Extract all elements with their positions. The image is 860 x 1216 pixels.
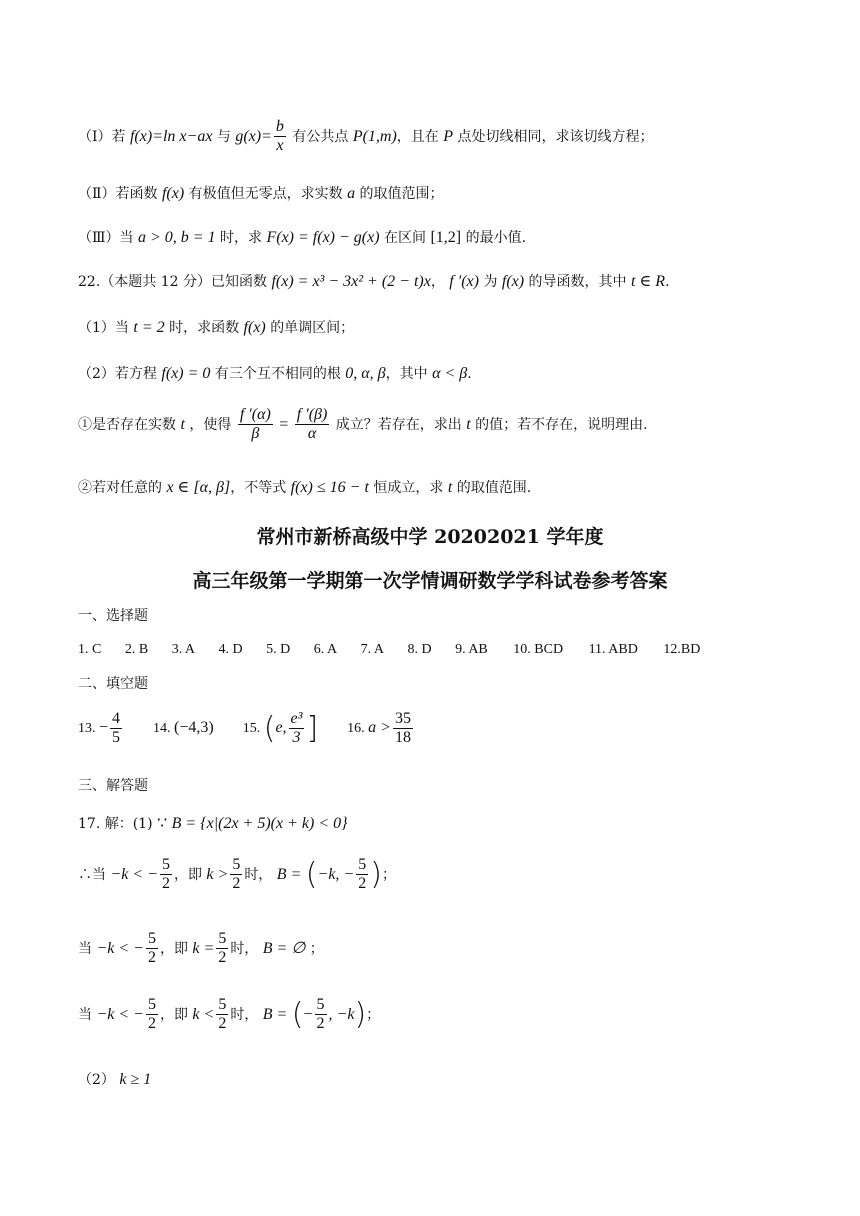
text: 有公共点	[292, 128, 349, 145]
choice-answer: 7. A	[360, 642, 384, 657]
fraction	[146, 996, 158, 1034]
fraction	[356, 856, 368, 894]
math-eq: f(x) = 0	[161, 365, 211, 382]
math-f: f(x)	[243, 319, 266, 336]
text: （Ⅰ）若	[78, 128, 126, 145]
numerator: 5	[230, 856, 242, 875]
p22-c2	[78, 478, 531, 497]
denominator: α	[307, 425, 317, 443]
sol17-head	[78, 814, 348, 833]
p21-part1	[78, 118, 653, 156]
denominator: 2	[232, 875, 241, 893]
math-g: g(x)=	[235, 127, 272, 145]
text: 的取值范围；	[359, 186, 444, 202]
text: ，使得	[189, 416, 232, 433]
text: 有极值但无零点，求实数	[188, 186, 343, 202]
text: ；	[366, 1006, 381, 1023]
fraction-fprime-beta	[295, 406, 330, 444]
math: B =	[262, 1005, 288, 1023]
denominator: 2	[147, 949, 156, 967]
math-cond: a > 0, b = 1	[137, 229, 216, 246]
fraction	[160, 856, 172, 894]
fraction	[146, 930, 158, 968]
numerator: f ′(β)	[295, 406, 330, 425]
text: ，	[430, 274, 445, 290]
text: 的单调区间；	[270, 320, 355, 336]
math: B = ∅	[262, 939, 306, 957]
text: 当	[78, 1006, 92, 1023]
text: 为	[483, 274, 498, 290]
math: −k < −	[96, 1005, 144, 1023]
choice-answer: 4. D	[218, 642, 243, 657]
math-f: f(x)	[161, 185, 185, 202]
q-number: 13.	[78, 721, 96, 737]
section-fill-heading: 二、填空题	[78, 676, 148, 692]
fraction	[216, 996, 228, 1034]
fraction-fprime-alpha	[238, 406, 273, 444]
right-bracket: ]	[306, 710, 319, 746]
denominator: 3	[292, 729, 301, 747]
fill-answers	[78, 710, 415, 748]
text: .	[467, 366, 472, 382]
denominator: x	[276, 137, 284, 155]
math-set: B = {x|(2x + 5)(x + k) < 0}	[171, 815, 348, 832]
choice-answer: 3. A	[171, 642, 196, 657]
fraction-b-over-x	[274, 118, 286, 156]
equals: =	[279, 415, 289, 433]
math-t: t = 2	[133, 319, 165, 336]
denominator: 18	[394, 729, 411, 747]
math: k =	[192, 939, 215, 957]
math-roots: 0, α, β	[345, 365, 386, 382]
section-solution-heading: 三、解答题	[78, 778, 148, 794]
choice-answer: 10. BCD	[513, 642, 564, 657]
text: 成立？若存在，求出	[335, 416, 462, 433]
text: 时，求	[220, 230, 263, 246]
numerator: 5	[356, 856, 368, 875]
sol17-case2	[78, 930, 324, 968]
text: 与	[216, 128, 231, 145]
math-f: f(x)=ln x−ax	[129, 127, 213, 145]
text: ；	[381, 866, 396, 883]
math-fprime: f ′(x)	[449, 273, 479, 290]
text: （Ⅱ）若函数	[78, 186, 158, 202]
left-paren: (	[305, 856, 318, 892]
p21-part3	[78, 228, 526, 247]
text: ∴当	[78, 866, 106, 883]
text: （2）	[78, 1072, 115, 1088]
numerator: 5	[146, 930, 158, 949]
section-choice-heading: 一、选择题	[78, 608, 148, 624]
denominator: 2	[218, 1015, 227, 1033]
choice-answer: 11. ABD	[588, 642, 638, 657]
text: 时，	[244, 866, 273, 883]
numerator: b	[274, 118, 286, 137]
right-paren: )	[354, 996, 367, 1032]
text: ②若对任意的	[78, 480, 162, 496]
sol17-case1	[78, 856, 396, 894]
numerator: f ′(α)	[238, 406, 273, 425]
text: 时，求函数	[169, 320, 240, 336]
math-point: P(1,m)	[352, 127, 397, 145]
q-number: 16.	[347, 721, 365, 737]
text: 22.（本题共 12 分）已知函数	[78, 274, 267, 290]
math: k <	[192, 1005, 215, 1023]
p22-head	[78, 272, 670, 291]
denominator: β	[251, 425, 260, 443]
denominator: 2	[161, 875, 170, 893]
text: （1）当	[78, 320, 129, 336]
fraction-4-5	[110, 710, 122, 748]
answer-title-1: 常州市新桥高级中学 20202021 学年度	[256, 526, 604, 548]
math: B =	[276, 865, 302, 883]
p22-c1	[78, 406, 648, 444]
answer-14: (−4,3)	[174, 719, 214, 737]
text: 的值；若不存在，说明理由.	[475, 416, 648, 433]
text: 的导函数，其中	[528, 274, 627, 290]
fraction	[230, 856, 242, 894]
sol17-part2	[78, 1070, 151, 1089]
math-t: t	[447, 479, 453, 496]
text: 时，	[230, 1006, 259, 1023]
sol17-case3	[78, 996, 380, 1034]
minus-sign: −	[99, 719, 109, 737]
math: −k < −	[110, 865, 158, 883]
text: ，其中	[385, 366, 428, 382]
math-x: x ∈ [α, β]	[166, 479, 231, 496]
math-cond: α < β	[432, 365, 468, 382]
text: ，即	[159, 940, 188, 957]
p22-q1	[78, 318, 354, 337]
math-fx: f(x)	[501, 273, 525, 290]
text: ，不等式	[230, 480, 287, 496]
text: ，即	[173, 866, 202, 883]
choice-answer: 5. D	[266, 642, 291, 657]
text: ①是否存在实数	[78, 416, 176, 433]
minus-sign: −	[303, 1005, 313, 1023]
choice-answer: 12.BD	[663, 642, 701, 657]
math-a: a >	[368, 719, 391, 737]
numerator: e³	[289, 710, 305, 729]
numerator: 4	[110, 710, 122, 729]
left-paren: (	[291, 996, 304, 1032]
left-paren: (	[263, 710, 276, 746]
math-t: t	[466, 415, 471, 433]
answer-title-2: 高三年级第一学期第一次学情调研数学学科试卷参考答案	[192, 570, 668, 592]
right-paren: )	[370, 856, 382, 892]
denominator: 2	[218, 949, 227, 967]
text: 恒成立，求	[373, 480, 444, 496]
text: 17. 解：(1)	[78, 816, 153, 832]
math-a: a	[347, 185, 356, 202]
choice-answer: 2. B	[124, 642, 149, 657]
math-tR: t ∈ R	[631, 273, 666, 290]
text: ，且在	[396, 128, 439, 145]
math-ineq: f(x) ≤ 16 − t	[290, 479, 369, 496]
q-number: 14.	[153, 721, 171, 737]
p22-q2	[78, 364, 472, 383]
text: 的取值范围.	[456, 480, 532, 496]
math: , −k	[328, 1005, 355, 1023]
math: −k, −	[317, 865, 355, 883]
numerator: 5	[146, 996, 158, 1015]
denominator: 2	[358, 875, 367, 893]
text: 在区间	[384, 230, 427, 246]
numerator: 35	[393, 710, 413, 729]
choice-answer: 6. A	[313, 642, 338, 657]
math-t: t	[180, 415, 185, 433]
text: 的最小值.	[465, 230, 527, 246]
q-number: 15.	[242, 721, 261, 737]
math-e: e,	[275, 719, 287, 737]
choice-answer: 9. AB	[455, 642, 488, 657]
fraction	[315, 996, 327, 1034]
because-symbol: ∵	[157, 815, 168, 832]
choice-answer: 1. C	[78, 642, 102, 657]
text: （Ⅲ）当	[78, 230, 134, 246]
math-f-def: f(x) = x³ − 3x² + (2 − t)x	[271, 273, 431, 290]
fraction	[216, 930, 228, 968]
denominator: 2	[147, 1015, 156, 1033]
numerator: 5	[315, 996, 327, 1015]
numerator: 5	[216, 996, 228, 1015]
text: ；	[309, 940, 324, 957]
fraction-35-18	[393, 710, 413, 748]
text: 时，	[230, 940, 259, 957]
numerator: 5	[216, 930, 228, 949]
math: k >	[206, 865, 229, 883]
text: （2）若方程	[78, 366, 157, 382]
p21-part2	[78, 184, 444, 203]
text: 有三个互不相同的根	[214, 366, 341, 382]
math-interval: [1,2]	[430, 229, 462, 246]
denominator: 2	[316, 1015, 325, 1033]
text: 点处切线相同，求该切线方程；	[457, 128, 654, 145]
choice-answers	[78, 642, 700, 659]
math-F: F(x) = f(x) − g(x)	[266, 229, 380, 246]
denominator: 5	[112, 729, 121, 747]
math: −k < −	[96, 939, 144, 957]
text: .	[665, 274, 670, 290]
math-P: P	[443, 127, 454, 145]
text: ，即	[159, 1006, 188, 1023]
text: 当	[78, 940, 92, 957]
choice-answer: 8. D	[407, 642, 432, 657]
numerator: 5	[160, 856, 172, 875]
fraction-e3-3	[289, 710, 305, 748]
math: k ≥ 1	[119, 1071, 152, 1088]
